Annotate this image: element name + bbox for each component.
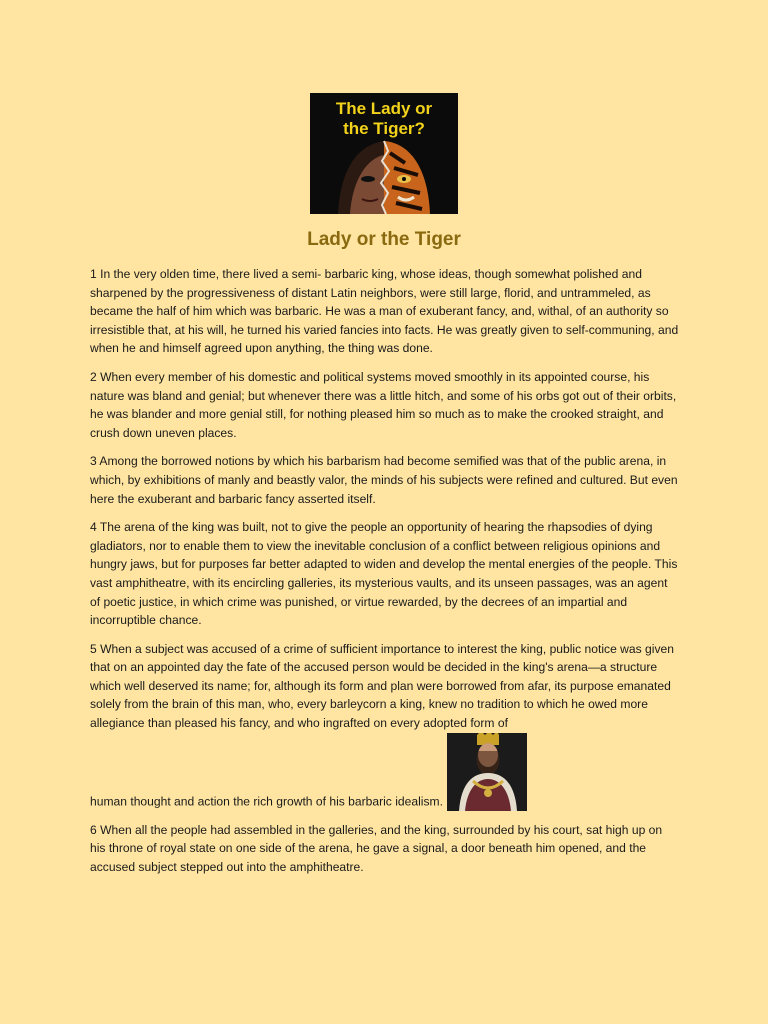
paragraph-3: 3 Among the borrowed notions by which his barbarism had become semified was that of the public arena, in which, by exhibitions of manly and beastly valor, the minds of his subjects were refined and cultured. But even here the exuberant and barbaric fancy asserted itself.: [90, 454, 678, 506]
document-body: [90, 265, 680, 886]
paragraph-4: 4 The arena of the king was built, not to give the people an opportunity of hearing the rhapsodies of dying gladiators, nor to enable them to view the inevitable conclusion of a conflict between religious opinions and hungry jaws, but for purposes far better adapted to widen and develop the mental energies of the people. This vast amphitheatre, with its encircling galleries, its mysterious vaults, and its unseen passages, was an agent of poetic justice, in which crime was punished, or virtue rewarded, by the decrees of an impartial and incorruptible chance.: [90, 520, 678, 628]
paragraph-1: 1 In the very olden time, there lived a semi- barbaric king, whose ideas, though somewhat polished and sharpened by the progressiveness of distant Latin neighbors, were still large, florid, and untrammeled, as became the half of him which was barbaric. He was a man of exuberant fancy, and, withal, of an authority so irresistible that, at his will, he turned his varied fancies into facts. He was greatly given to self-communing, and when he and himself agreed upon anything, the thing was done.: [90, 267, 679, 356]
paragraph-5-ending: human thought and action the rich growth of his barbaric idealism.: [90, 794, 443, 809]
document-title: Lady or the Tiger: [307, 229, 461, 250]
cover-title: The Lady or the Tiger?: [335, 99, 433, 138]
paragraph-6: 6 When all the people had assembled in the galleries, and the king, surrounded by his court, sat high up on his throne of royal state on one side of the arena, he gave a signal, a door beneath him opened, and the accused subject stepped out into the amphitheatre.: [90, 822, 663, 874]
paragraph-5-text: 5 When a subject was accused of a crime of sufficient importance to interest the king, public notice was given that on an appointed day the fate of the accused person would be decided in the king's arena—a structure which well deserved its name; for, although its form and plan were borrowed from afar, its purpose emanated solely from the brain of this man, who, every barleycorn a king, knew no tradition to which he owed more allegiance than pleased his fancy, and who ingrafted on every adopted form of: [90, 641, 674, 731]
crowned-king-portrait-icon: [447, 733, 527, 811]
king-portrait: [447, 733, 527, 811]
paragraph-2: 2 When every member of his domestic and political systems moved smoothly in its appointed course, his nature was bland and genial; but whenever there was a little hitch, and some of his orbs got out of their orbits, he was blander and more genial still, for nothing pleased him so much as to make the crooked straight, and crush down uneven places.: [90, 369, 677, 440]
cover-image: [310, 93, 458, 214]
paragraph-5: [90, 640, 680, 811]
